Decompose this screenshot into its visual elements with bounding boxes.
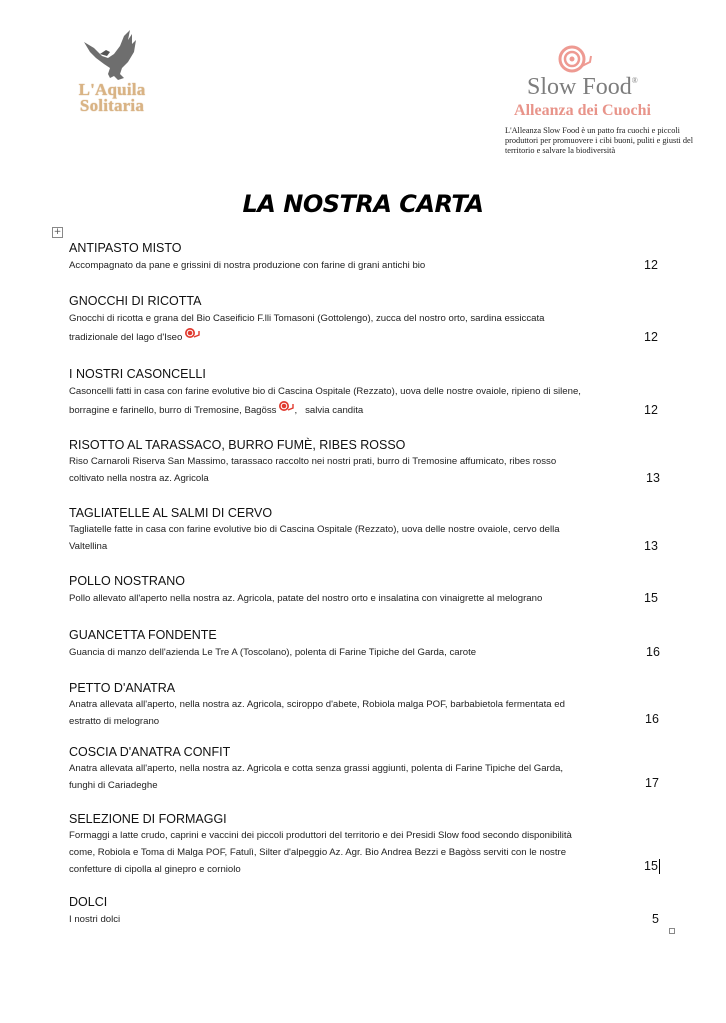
- item-price: 17: [645, 776, 659, 790]
- item-description: Guancia di manzo dell'azienda Le Tre A (Toscolano), polenta di Farine Tipiche del Garda, carote: [69, 647, 477, 658]
- item-name: RISOTTO AL TARASSACO, BURRO FUMÈ, RIBES ROSSO: [69, 438, 406, 452]
- item-name: TAGLIATELLE AL SALMI DI CERVO: [69, 506, 273, 520]
- item-price: 13: [646, 471, 660, 485]
- slow-food-brand: Slow Food®: [527, 74, 638, 100]
- item-price: 12: [644, 403, 658, 417]
- logo-name-line1: L'Aquila: [78, 80, 146, 99]
- item-description: Anatra allevata all'aperto, nella nostra az. Agricola, sciroppo d'abete, Robiola malga POF, barbabietola fermentata ed: [69, 699, 565, 710]
- menu-item: [69, 437, 669, 487]
- item-name: SELEZIONE DI FORMAGGI: [69, 812, 227, 826]
- item-price: 5: [652, 912, 659, 926]
- text-cursor: [659, 859, 660, 874]
- item-description: Anatra allevata all'aperto, nella nostra az. Agricola e cotta senza grassi aggiunti, polenta di Farine Tipiche del Garda,: [69, 763, 564, 774]
- menu-item: [69, 744, 669, 794]
- slow-food-logo: [505, 44, 705, 164]
- menu-item: [69, 240, 669, 275]
- logo-name-line2: Solitaria: [79, 96, 145, 115]
- item-description: Tagliatelle fatte in casa con farine evolutive bio di Cascina Ospitale (Rezzato), uova delle nostre ovaiole, cervo della: [69, 524, 560, 535]
- item-price: 15: [644, 591, 658, 605]
- item-description: borragine e farinello, burro di Tremosine, Bagöss , salvia candita: [69, 401, 639, 420]
- item-description: Riso Carnaroli Riserva San Massimo, tarassaco raccolto nei nostri prati, burro di Tremosine affumicato, ribes rosso: [69, 456, 557, 467]
- item-description: Gnocchi di ricotta e grana del Bio Caseificio F.lli Tomasoni (Gottolengo), zucca del nostro orto, sardina essiccata: [69, 313, 545, 324]
- page-title: LA NOSTRA CARTA: [242, 190, 484, 218]
- item-name: PETTO D'ANATRA: [69, 681, 176, 695]
- item-description: funghi di Cariadeghe: [69, 780, 158, 791]
- table-move-handle-icon[interactable]: +: [53, 227, 62, 237]
- item-description: coltivato nella nostra az. Agricola: [69, 473, 209, 484]
- snail-icon: [557, 44, 593, 74]
- item-name: COSCIA D'ANATRA CONFIT: [69, 745, 231, 759]
- menu-item: [69, 366, 669, 420]
- item-price: 16: [646, 645, 660, 659]
- item-description: Accompagnato da pane e grissini di nostra produzione con farine di grani antichi bio: [69, 260, 426, 271]
- item-name: ANTIPASTO MISTO: [69, 241, 182, 255]
- slow-food-snail-icon: [184, 327, 200, 339]
- item-name: GNOCCHI DI RICOTTA: [69, 294, 202, 308]
- item-price: 12: [644, 330, 658, 344]
- menu-item: [69, 680, 669, 730]
- item-name: POLLO NOSTRANO: [69, 574, 185, 588]
- eagle-icon: [80, 28, 144, 84]
- table-resize-handle-icon[interactable]: [669, 928, 675, 934]
- item-description: tradizionale del lago d'Iseo: [69, 328, 639, 347]
- item-description: Pollo allevato all'aperto nella nostra az. Agricola, patate del nostro orto e insalatina con vinaigrette al melograno: [69, 593, 543, 604]
- item-description: come, Robiola e Toma di Malga POF, Fatulì, Silter d'alpeggio Az. Agr. Bio Andrea Bezzi e Bagòss serviti con le nostre: [69, 847, 567, 858]
- menu-item: [69, 894, 669, 929]
- item-description: Casoncelli fatti in casa con farine evolutive bio di Cascina Ospitale (Rezzato), uova delle nostre ovaiole, ripieno di silene,: [69, 386, 581, 397]
- item-name: DOLCI: [69, 895, 108, 909]
- item-price: 12: [644, 258, 658, 272]
- item-price: 13: [644, 539, 658, 553]
- item-description: estratto di melograno: [69, 716, 160, 727]
- menu-item: [69, 573, 669, 608]
- slow-food-subtitle: Alleanza dei Cuochi: [514, 102, 651, 119]
- item-description: Valtellina: [69, 541, 108, 552]
- item-description: confetture di cipolla al ginepro e corniolo: [69, 864, 241, 875]
- aquila-solitaria-logo: [66, 28, 158, 124]
- menu-item: [69, 811, 669, 878]
- slow-food-snail-icon: [278, 400, 294, 412]
- item-name: I NOSTRI CASONCELLI: [69, 367, 206, 381]
- item-price[interactable]: 15: [644, 859, 658, 873]
- item-description: Formaggi a latte crudo, caprini e vaccini dei piccoli produttori del territorio e dei Presidi Slow food secondo disponibilità: [69, 830, 572, 841]
- item-price: 16: [645, 712, 659, 726]
- menu-item: [69, 627, 669, 662]
- menu-item: [69, 505, 669, 555]
- item-description: I nostri dolci: [69, 914, 121, 925]
- menu-item: [69, 293, 669, 347]
- item-name: GUANCETTA FONDENTE: [69, 628, 217, 642]
- slow-food-description: L'Alleanza Slow Food è un patto fra cuochi e piccoli produttori per promuovere i cibi buoni, puliti e giusti del territorio e salvare la biodiversità: [505, 126, 694, 155]
